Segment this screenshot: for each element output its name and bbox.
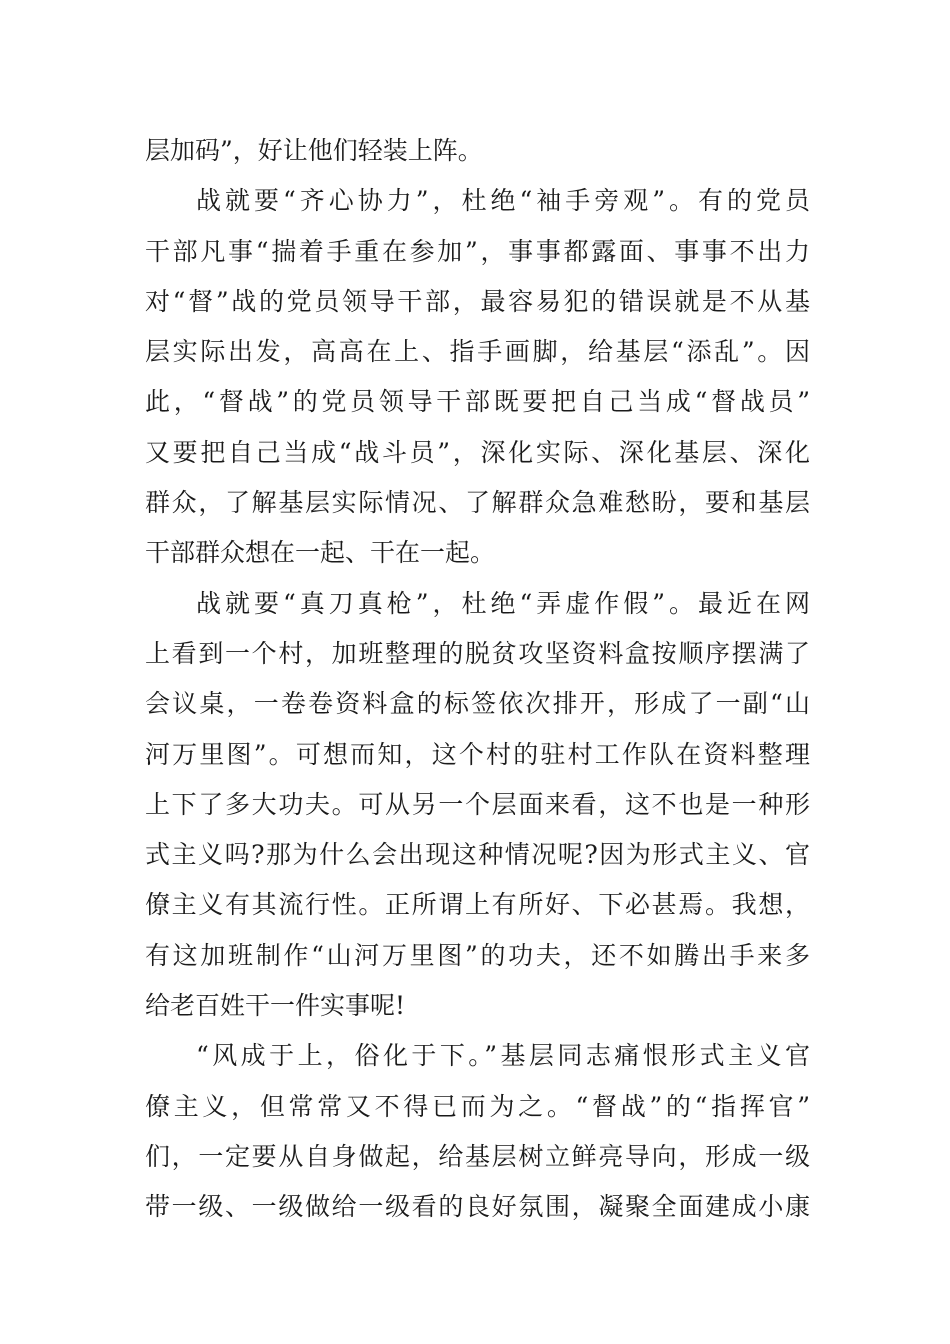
text-line: 们，一定要从自身做起，给基层树立鲜亮导向，形成一级 <box>145 1141 810 1171</box>
text-line: 会议桌，一卷卷资料盒的标签依次排开，形成了一副“山 <box>145 689 810 719</box>
text-line: 给老百姓干一件实事呢! <box>145 991 406 1021</box>
text-line: 群众，了解基层实际情况、了解群众急难愁盼，要和基层 <box>145 488 810 518</box>
text-line: 战就要“真刀真枪”，杜绝“弄虚作假”。最近在网 <box>196 588 810 618</box>
text-line: 层加码”，好让他们轻装上阵。 <box>145 136 483 165</box>
text-line: 带一级、一级做给一级看的良好氛围，凝聚全面建成小康 <box>145 1192 810 1222</box>
text-line: 干部群众想在一起、干在一起。 <box>145 538 496 568</box>
paragraph <box>145 126 810 176</box>
paragraph <box>145 1031 810 1232</box>
text-line: 上看到一个村，加班整理的脱贫攻坚资料盒按顺序摆满了 <box>145 638 810 668</box>
text-line: 上下了多大功夫。可从另一个层面来看，这不也是一种形 <box>145 789 810 819</box>
text-line: 又要把自己当成“战斗员”，深化实际、深化基层、深化 <box>145 437 810 467</box>
text-line: 战就要“齐心协力”，杜绝“袖手旁观”。有的党员 <box>196 186 810 216</box>
text-line: 式主义吗?那为什么会出现这种情况呢?因为形式主义、官 <box>145 840 810 870</box>
text-line: 层实际出发，高高在上、指手画脚，给基层“添乱”。因 <box>145 337 810 367</box>
text-line: 有这加班制作“山河万里图”的功夫，还不如腾出手来多 <box>145 940 810 970</box>
document-body <box>145 126 810 1233</box>
text-line: 此，“督战”的党员领导干部既要把自己当成“督战员” <box>145 387 810 417</box>
text-line: 僚主义有其流行性。正所谓上有所好、下必甚焉。我想， <box>145 890 810 920</box>
text-line: 干部凡事“揣着手重在参加”，事事都露面、事事不出力 <box>145 236 810 266</box>
text-line: 河万里图”。可想而知，这个村的驻村工作队在资料整理 <box>145 739 810 769</box>
paragraph <box>145 176 810 578</box>
text-line: 对“督”战的党员领导干部，最容易犯的错误就是不从基 <box>145 286 810 316</box>
text-line: “风成于上，俗化于下。”基层同志痛恨形式主义官 <box>196 1041 810 1071</box>
paragraph <box>145 579 810 1032</box>
text-line: 僚主义，但常常又不得已而为之。“督战”的“指挥官” <box>145 1091 810 1121</box>
